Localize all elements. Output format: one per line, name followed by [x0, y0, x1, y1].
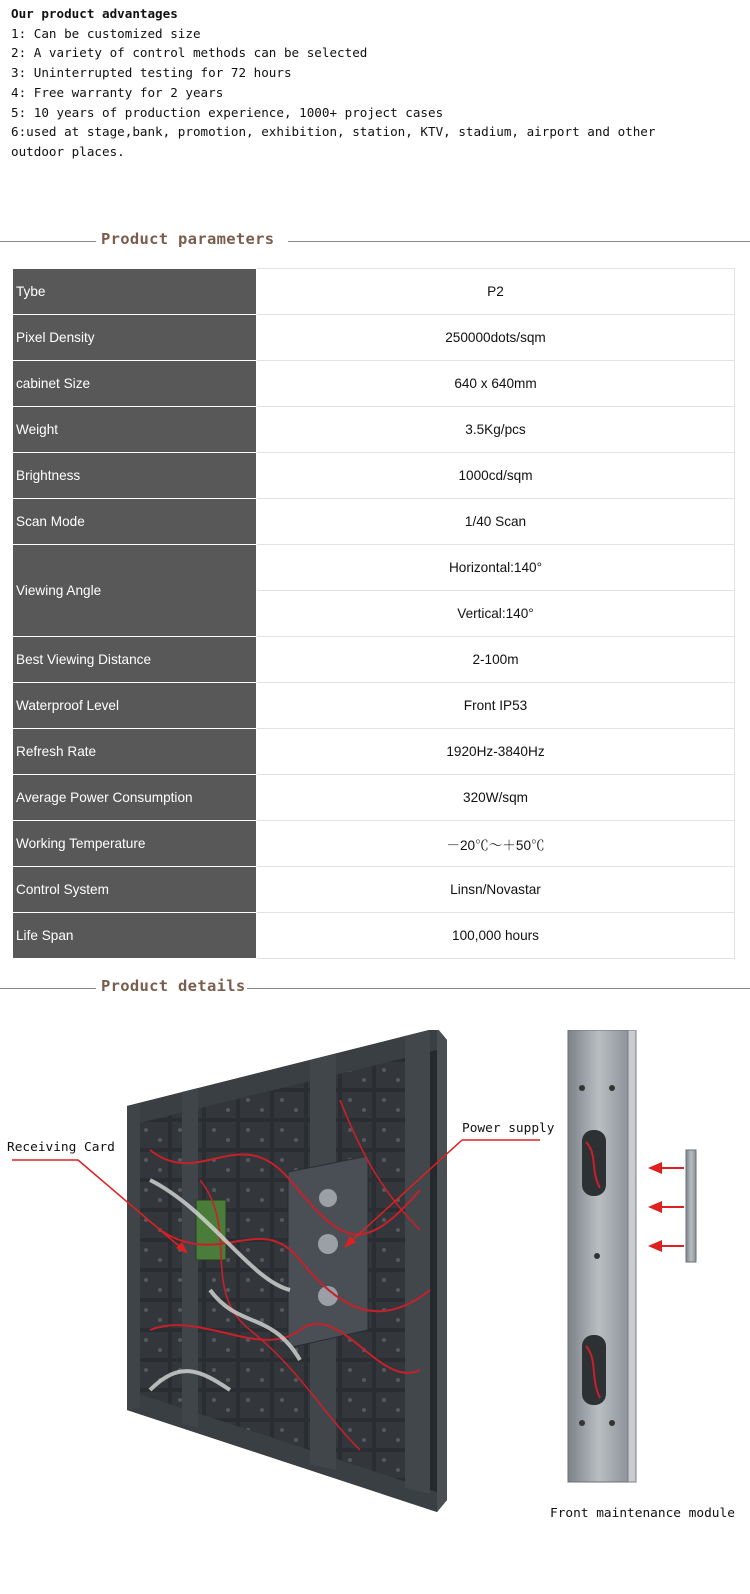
advantage-item: 6:used at stage,bank, promotion, exhibition, station, KTV, stadium, airport and other outdoor places.: [11, 124, 664, 159]
param-value: 1000cd/sqm: [257, 453, 735, 499]
table-row: [13, 913, 735, 959]
param-label: Waterproof Level: [13, 683, 257, 729]
param-label: cabinet Size: [13, 361, 257, 407]
advantage-item: 1: Can be customized size: [11, 25, 201, 41]
param-value: Linsn/Novastar: [257, 867, 735, 913]
param-label: Scan Mode: [13, 499, 257, 545]
parameters-heading: [0, 228, 750, 252]
param-value: 640 x 640mm: [257, 361, 735, 407]
advantages-block: [11, 4, 731, 162]
magnet-bar: [686, 1150, 696, 1262]
param-label: Control System: [13, 867, 257, 913]
table-row: [13, 683, 735, 729]
table-row: [13, 361, 735, 407]
advantages-title: Our product advantages: [11, 6, 178, 21]
param-label: Brightness: [13, 453, 257, 499]
parameters-table: [13, 268, 735, 959]
table-row: [13, 867, 735, 913]
table-row: [13, 729, 735, 775]
param-label: Working Temperature: [13, 821, 257, 867]
advantage-item: 4: Free warranty for 2 years: [11, 84, 224, 100]
param-value: 250000dots/sqm: [257, 315, 735, 361]
table-row: [13, 821, 735, 867]
product-details-illustration: [0, 1030, 750, 1550]
param-value: Vertical:140°: [257, 591, 735, 637]
param-value: 3.5Kg/pcs: [257, 407, 735, 453]
param-label: Life Span: [13, 913, 257, 959]
param-label: Refresh Rate: [13, 729, 257, 775]
heading-rule-right: [288, 241, 750, 242]
advantage-item: 5: 10 years of production experience, 1000+ project cases: [11, 104, 444, 120]
table-row: [13, 315, 735, 361]
magnet-arrows: [648, 1162, 684, 1252]
cabinet-illustration: [0, 1030, 750, 1550]
parameters-title: Product parameters: [101, 230, 275, 248]
param-value: Front IP53: [257, 683, 735, 729]
table-row: [13, 499, 735, 545]
front-maintenance-label: Front maintenance module: [550, 1506, 735, 1521]
heading-rule-right: [247, 988, 750, 989]
param-label: Average Power Consumption: [13, 775, 257, 821]
heading-rule-left: [0, 241, 96, 242]
param-value: Horizontal:140°: [257, 545, 735, 591]
details-heading: [0, 975, 750, 999]
param-label: Viewing Angle: [13, 545, 257, 637]
table-row: [13, 545, 735, 591]
param-value: 100,000 hours: [257, 913, 735, 959]
table-row: [13, 269, 735, 315]
param-value: 1/40 Scan: [257, 499, 735, 545]
advantage-item: 2: A variety of control methods can be selected: [11, 45, 368, 61]
param-label: Best Viewing Distance: [13, 637, 257, 683]
param-label: Tybe: [13, 269, 257, 315]
table-row: [13, 453, 735, 499]
table-row: [13, 775, 735, 821]
param-value: －20℃～＋50℃: [257, 821, 735, 867]
param-value: 2-100m: [257, 637, 735, 683]
param-value: P2: [257, 269, 735, 315]
table-row: [13, 637, 735, 683]
table-row: [13, 407, 735, 453]
param-label: Pixel Density: [13, 315, 257, 361]
param-label: Weight: [13, 407, 257, 453]
param-value: 320W/sqm: [257, 775, 735, 821]
power-supply-label: Power supply: [462, 1121, 555, 1136]
param-value: 1920Hz-3840Hz: [257, 729, 735, 775]
heading-rule-left: [0, 988, 96, 989]
led-cabinet: [127, 1030, 447, 1512]
front-maintenance-module: [568, 1030, 636, 1482]
advantage-item: 3: Uninterrupted testing for 72 hours: [11, 65, 292, 81]
details-title: Product details: [101, 977, 246, 995]
receiving-card-label: Receiving Card: [7, 1140, 115, 1155]
